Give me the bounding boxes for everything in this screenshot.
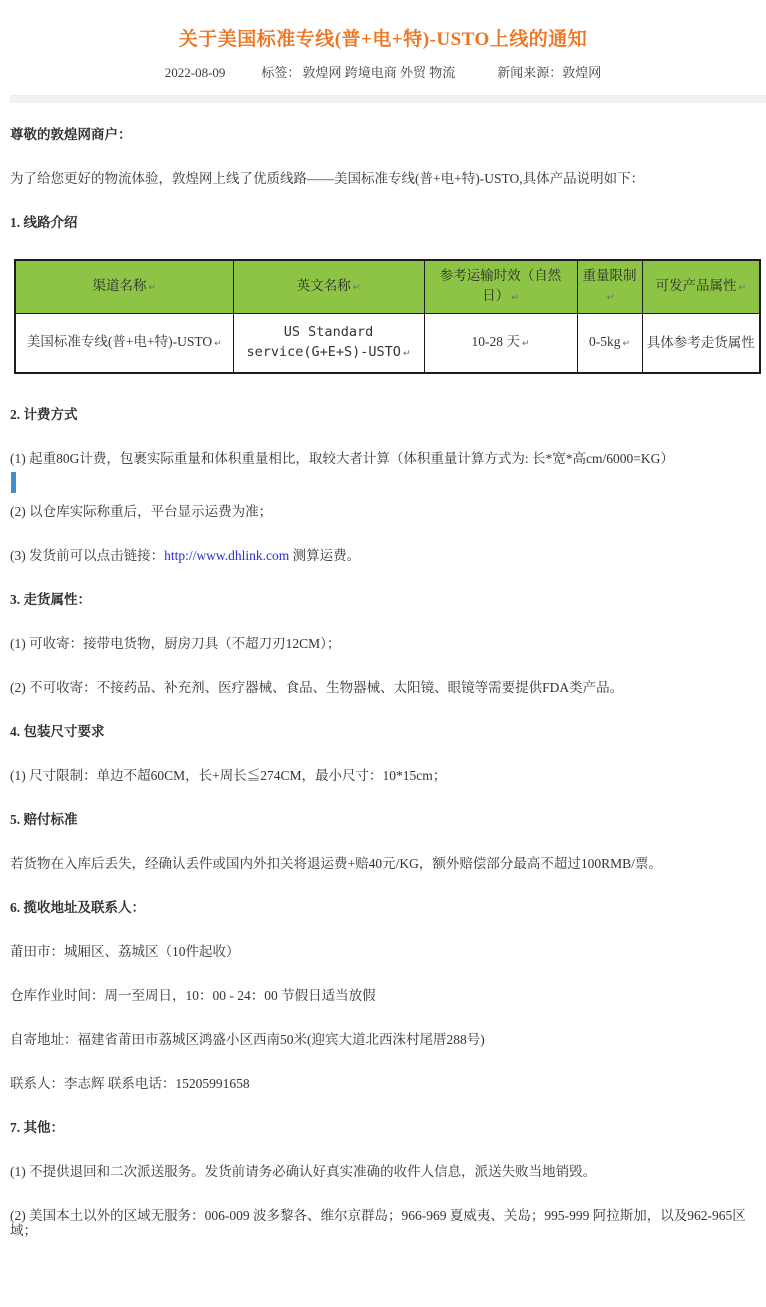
header-divider <box>10 95 766 103</box>
self-send-address-text: 自寄地址：福建省莆田市荔城区鸿盛小区西南50米(迎宾大道北西洙村尾厝288号) <box>10 1032 485 1047</box>
cell-channel-name <box>15 314 233 374</box>
source-name: 敦煌网 <box>562 65 602 80</box>
paragraph-mark: ↵ <box>511 293 519 303</box>
table-row <box>15 314 760 374</box>
cell-text: US Standard service(G+E+S)-USTO <box>246 324 401 360</box>
greeting: 尊敬的敦煌网商户： <box>10 127 132 142</box>
col-header-channel-name <box>15 260 233 314</box>
article-meta <box>0 62 766 81</box>
cell-text: 10-28 天 <box>471 334 520 349</box>
header-text: 渠道名称 <box>92 278 147 293</box>
cell-product-attribute <box>642 314 760 374</box>
col-header-product-attribute <box>642 260 760 314</box>
cargo-item-2: (2) 不可收寄：不接药品、补充剂、医疗器械、食品、生物器械、太阳镜、眼镜等需要提供FDA类产品。 <box>10 680 624 695</box>
link-suffix-text: 测算运费。 <box>289 548 361 563</box>
section-3-heading: 3. 走货属性： <box>10 592 91 607</box>
header-text: 可发产品属性 <box>655 278 737 293</box>
col-header-transit-time <box>424 260 577 314</box>
section-6-heading: 6. 揽收地址及联系人： <box>10 900 145 915</box>
compensation-text: 若货物在入库后丢失，经确认丢件或国内外扣关将退运费+赔40元/KG，额外赔偿部分最高不超过100RMB/票。 <box>10 856 662 871</box>
tags-label: 标签： <box>261 65 301 80</box>
size-item-1: (1) 尺寸限制：单边不超60CM，长+周长≦274CM，最小尺寸：10*15cm； <box>10 768 447 783</box>
section-4-heading: 4. 包装尺寸要求 <box>10 724 105 739</box>
other-item-2: (2) 美国本土以外的区域无服务：006-009 波多黎各、维尔京群岛；966-969 夏威夷、关岛；995-999 阿拉斯加，以及962-965区域； <box>10 1208 746 1238</box>
article-body <box>0 103 766 1307</box>
section-5-heading: 5. 赔付标准 <box>10 812 78 827</box>
page-title: 关于美国标准专线(普+电+特)-USTO上线的通知 <box>178 29 588 50</box>
shipping-line-table <box>14 259 761 374</box>
dhlink-url[interactable]: http://www.dhlink.com <box>164 548 290 563</box>
paragraph-mark: ↵ <box>622 339 631 349</box>
col-header-weight-limit <box>577 260 642 314</box>
cell-english-name <box>233 314 424 374</box>
col-header-english-name <box>233 260 424 314</box>
cell-transit-time <box>424 314 577 374</box>
text-cursor-artifact <box>11 472 16 493</box>
cell-weight-limit <box>577 314 642 374</box>
link-prefix-text: (3) 发货前可以点击链接： <box>10 548 165 563</box>
cell-text: 美国标准专线(普+电+特)-USTO <box>26 334 213 349</box>
contact-person-text: 联系人：李志辉 联系电话：15205991658 <box>10 1076 250 1091</box>
source-label: 新闻来源： <box>497 65 563 80</box>
section-1-heading: 1. 线路介绍 <box>10 215 78 230</box>
notice-article <box>0 24 766 1307</box>
paragraph-mark: ↵ <box>402 349 411 359</box>
other-item-1: (1) 不提供退回和二次派送服务。发货前请务必确认好真实准确的收件人信息，派送失败当地销毁。 <box>10 1164 597 1179</box>
paragraph-intro: 为了给您更好的物流体验，敦煌网上线了优质线路——美国标准专线(普+电+特)-USTO,具体产品说明如下： <box>10 171 645 186</box>
paragraph-mark: ↵ <box>606 293 615 303</box>
table-header-row <box>15 260 760 314</box>
publish-date: 2022-08-09 <box>164 65 226 80</box>
header-text: 重量限制 <box>582 268 637 283</box>
billing-item-2: (2) 以仓库实际称重后，平台显示运费为准； <box>10 504 273 519</box>
header-text: 英文名称 <box>296 278 351 293</box>
cell-text: 0-5kg <box>588 334 621 349</box>
pickup-area-text: 莆田市：城厢区、荔城区（10件起收） <box>10 944 240 959</box>
section-7-heading: 7. 其他： <box>10 1120 64 1135</box>
billing-item-3 <box>10 548 760 563</box>
paragraph-mark: ↵ <box>738 283 747 293</box>
billing-item-1: (1) 起重80G计费，包裹实际重量和体积重量相比，取较大者计算（体积重量计算方式为: 长*宽*高cm/6000=KG） <box>10 451 674 466</box>
paragraph-mark: ↵ <box>352 283 361 293</box>
section-2-heading: 2. 计费方式 <box>10 407 78 422</box>
header-text: 参考运输时效（自然日） <box>439 268 562 303</box>
paragraph-mark: ↵ <box>148 283 157 293</box>
warehouse-hours-text: 仓库作业时间：周一至周日，10：00 - 24：00 节假日适当放假 <box>10 988 376 1003</box>
paragraph-mark: ↵ <box>521 339 530 349</box>
paragraph-mark: ↵ <box>214 339 222 349</box>
shipping-line-table-wrap <box>14 259 760 374</box>
cargo-item-1: (1) 可收寄：接带电货物，厨房刀具（不超刀刃12CM）； <box>10 636 341 651</box>
cell-text: 具体参考走货属性 <box>646 335 755 350</box>
tags-list: 敦煌网 跨境电商 外贸 物流 <box>302 65 456 80</box>
